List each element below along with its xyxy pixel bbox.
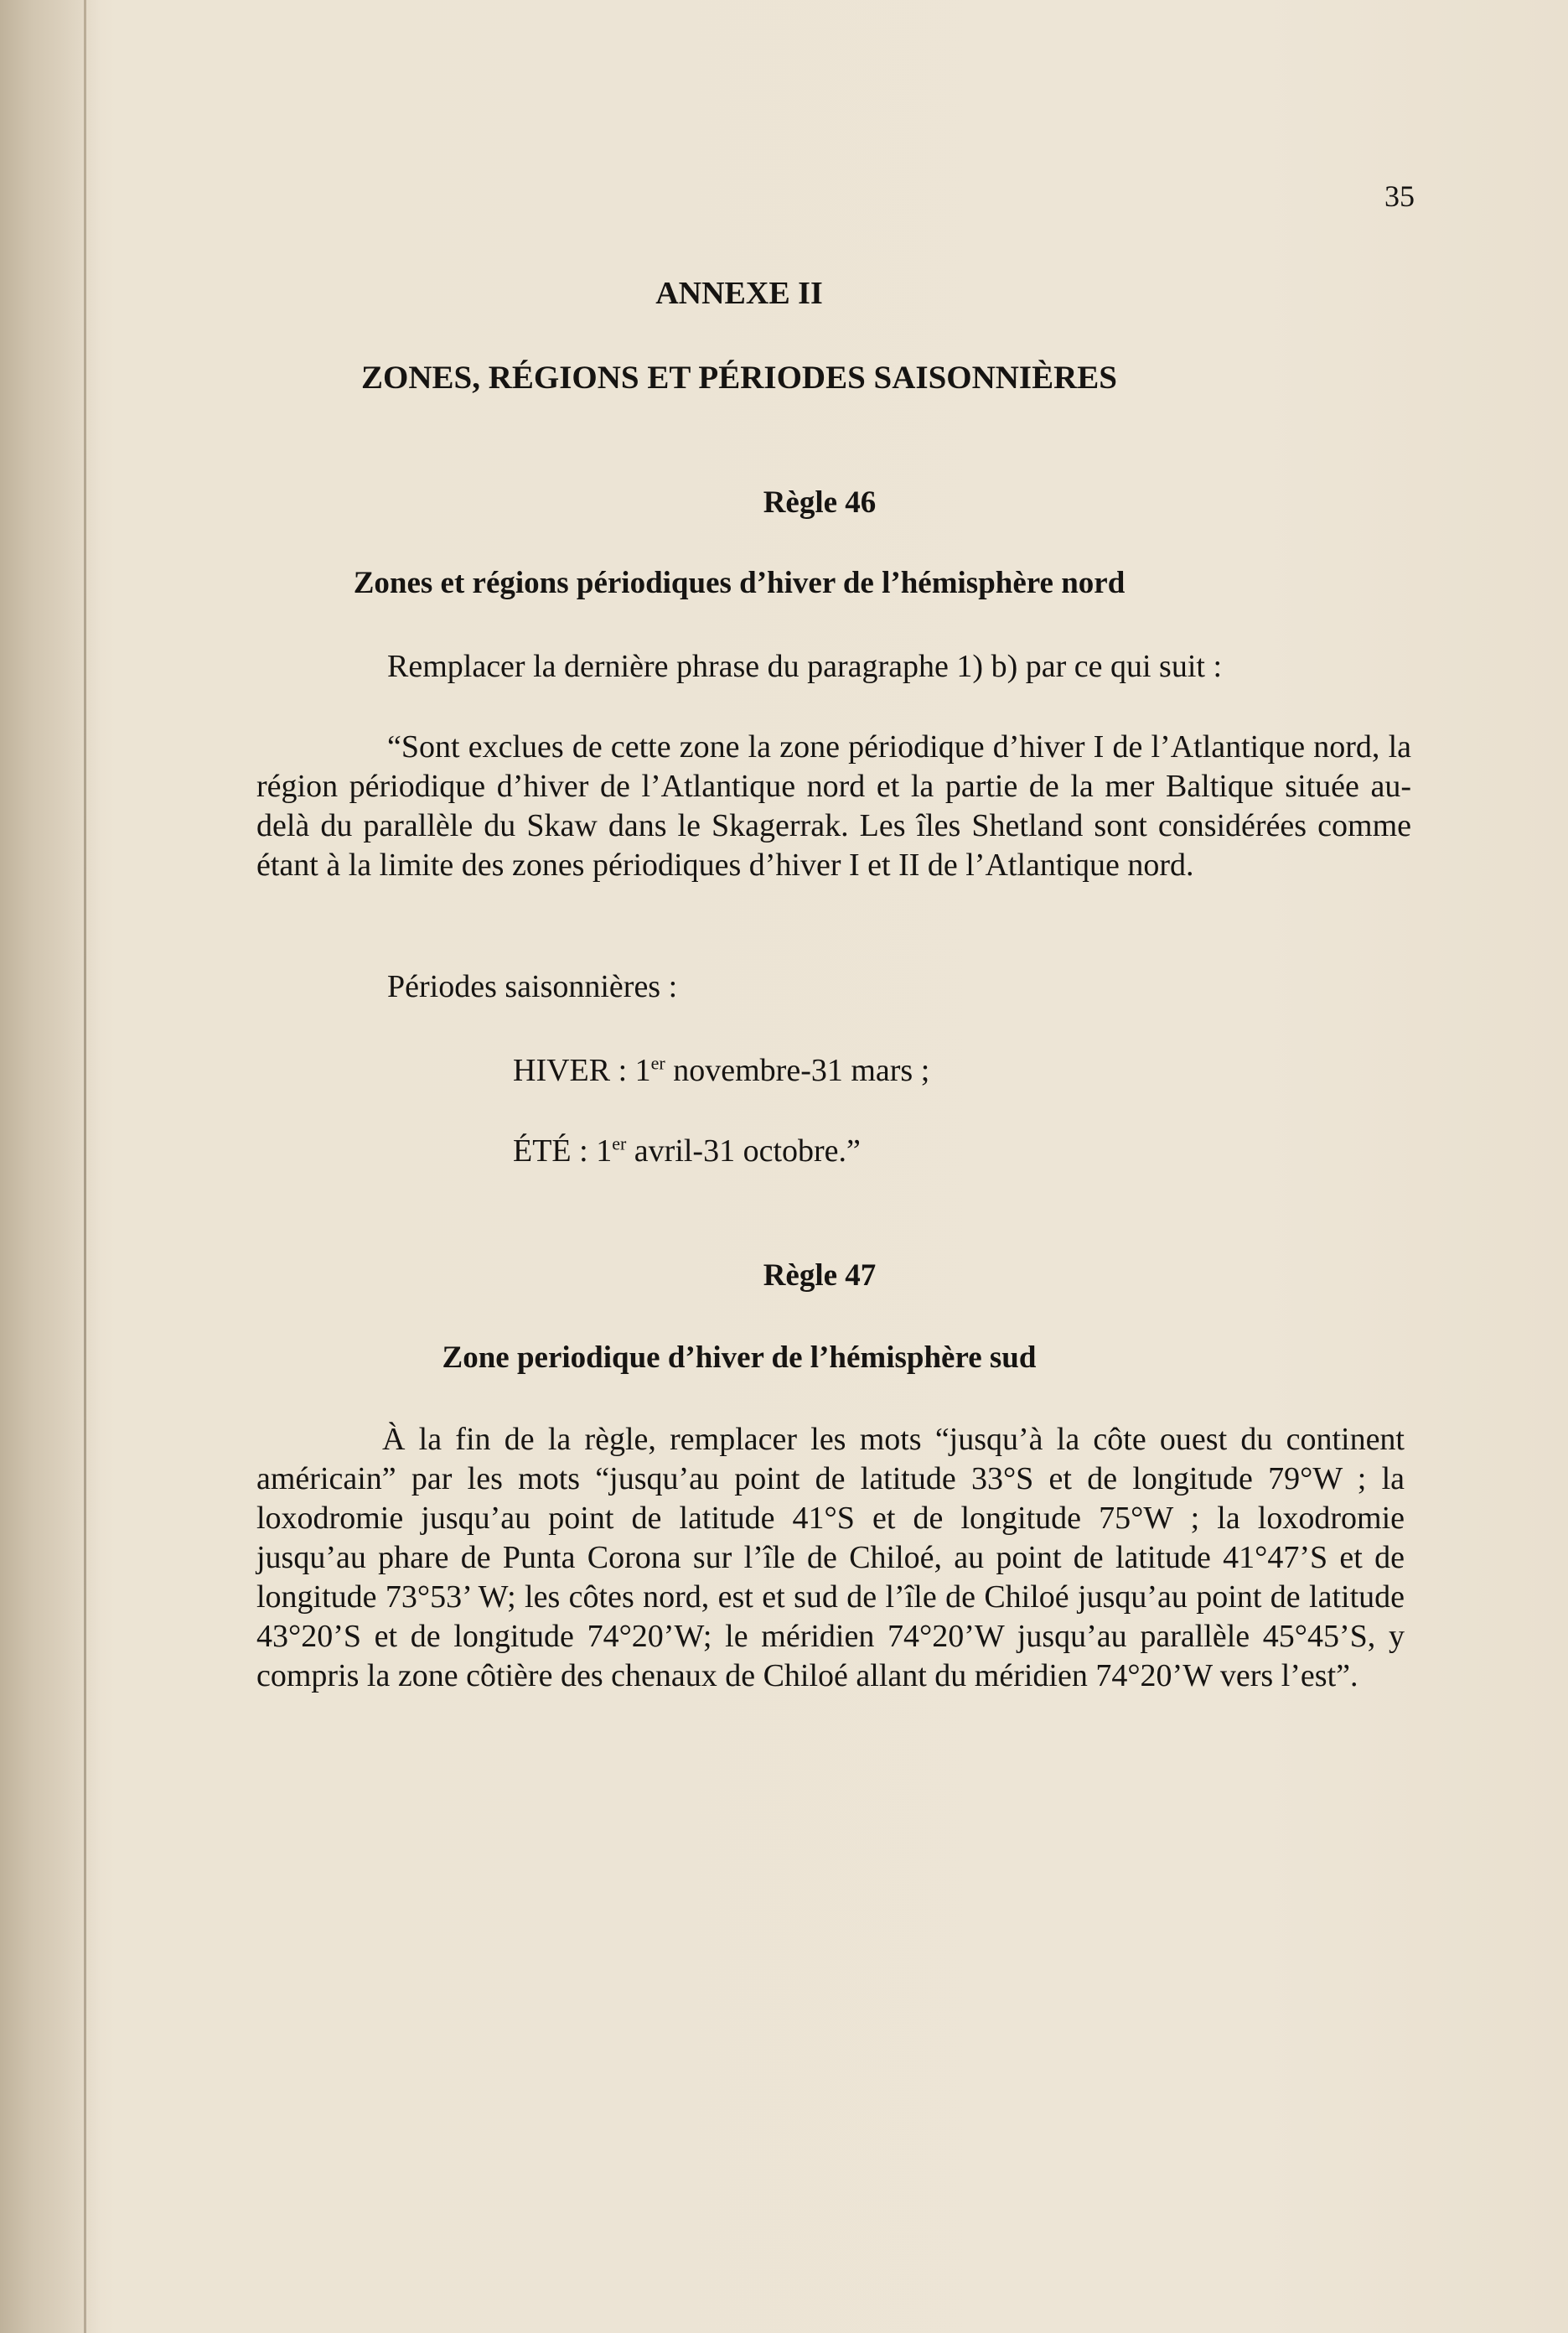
rule-46-title: Règle 46 [763,485,877,520]
annex-title: ANNEXE II [655,276,823,311]
section-title: ZONES, RÉGIONS ET PÉRIODES SAISONNIÈRES [361,360,1117,396]
winter-period [513,1051,1267,1090]
rule-46-quote: “Sont exclues de cette zone la zone périodique d’hiver I de l’Atlantique nord, la région périodique d’hiver de l’Atlantique nord et la partie de la mer Baltique située au-delà du parallèle du Skaw dans le Skagerrak. Les îles Shetland sont considérées comme étant à la limite des zones périodiques d’hiver I et II de l’Atlantique nord. [256,729,1411,883]
periods-label: Périodes saisonnières : [387,969,678,1004]
rule-47-subtitle: Zone periodique d’hiver de l’hémisphère sud [442,1340,1037,1375]
winter-prefix: HIVER : 1 [513,1053,651,1088]
summer-suffix: avril-31 octobre.” [626,1133,861,1169]
rule-47-body: À la fin de la règle, remplacer les mots “jusqu’à la côte ouest du continent américain” par les mots “jusqu’au point de latitude 33°S et de longitude 79°W ; la loxodromie jusqu’au point de latitude 41°S et de longitude 75°W ; la loxodromie jusqu’au phare de Punta Corona sur l’île de Chiloé, au point de latitude 41°47’S et de longitude 73°53’ W; les côtes nord, est et sud de l’île de Chiloé jusqu’au point de latitude 43°20’S et de longitude 74°20’W; le méridien 74°20’W jusqu’au parallèle 45°45’S, y compris la zone côtière des chenaux de Chiloé allant du méridien 74°20’W vers l’est”. [256,1422,1405,1693]
rule-47-title: Règle 47 [763,1258,877,1293]
rule-46-instruction: Remplacer la dernière phrase du paragraphe 1) b) par ce qui suit : [387,649,1222,684]
summer-sup: er [612,1133,627,1154]
summer-period [513,1132,1267,1170]
rule-46-subtitle: Zones et régions périodiques d’hiver de l’hémisphère nord [353,566,1126,600]
summer-prefix: ÉTÉ : 1 [513,1133,613,1169]
winter-suffix: novembre-31 mars ; [665,1053,930,1088]
page-number: 35 [1384,179,1415,213]
winter-sup: er [650,1052,665,1074]
binding-edge [84,0,86,2333]
